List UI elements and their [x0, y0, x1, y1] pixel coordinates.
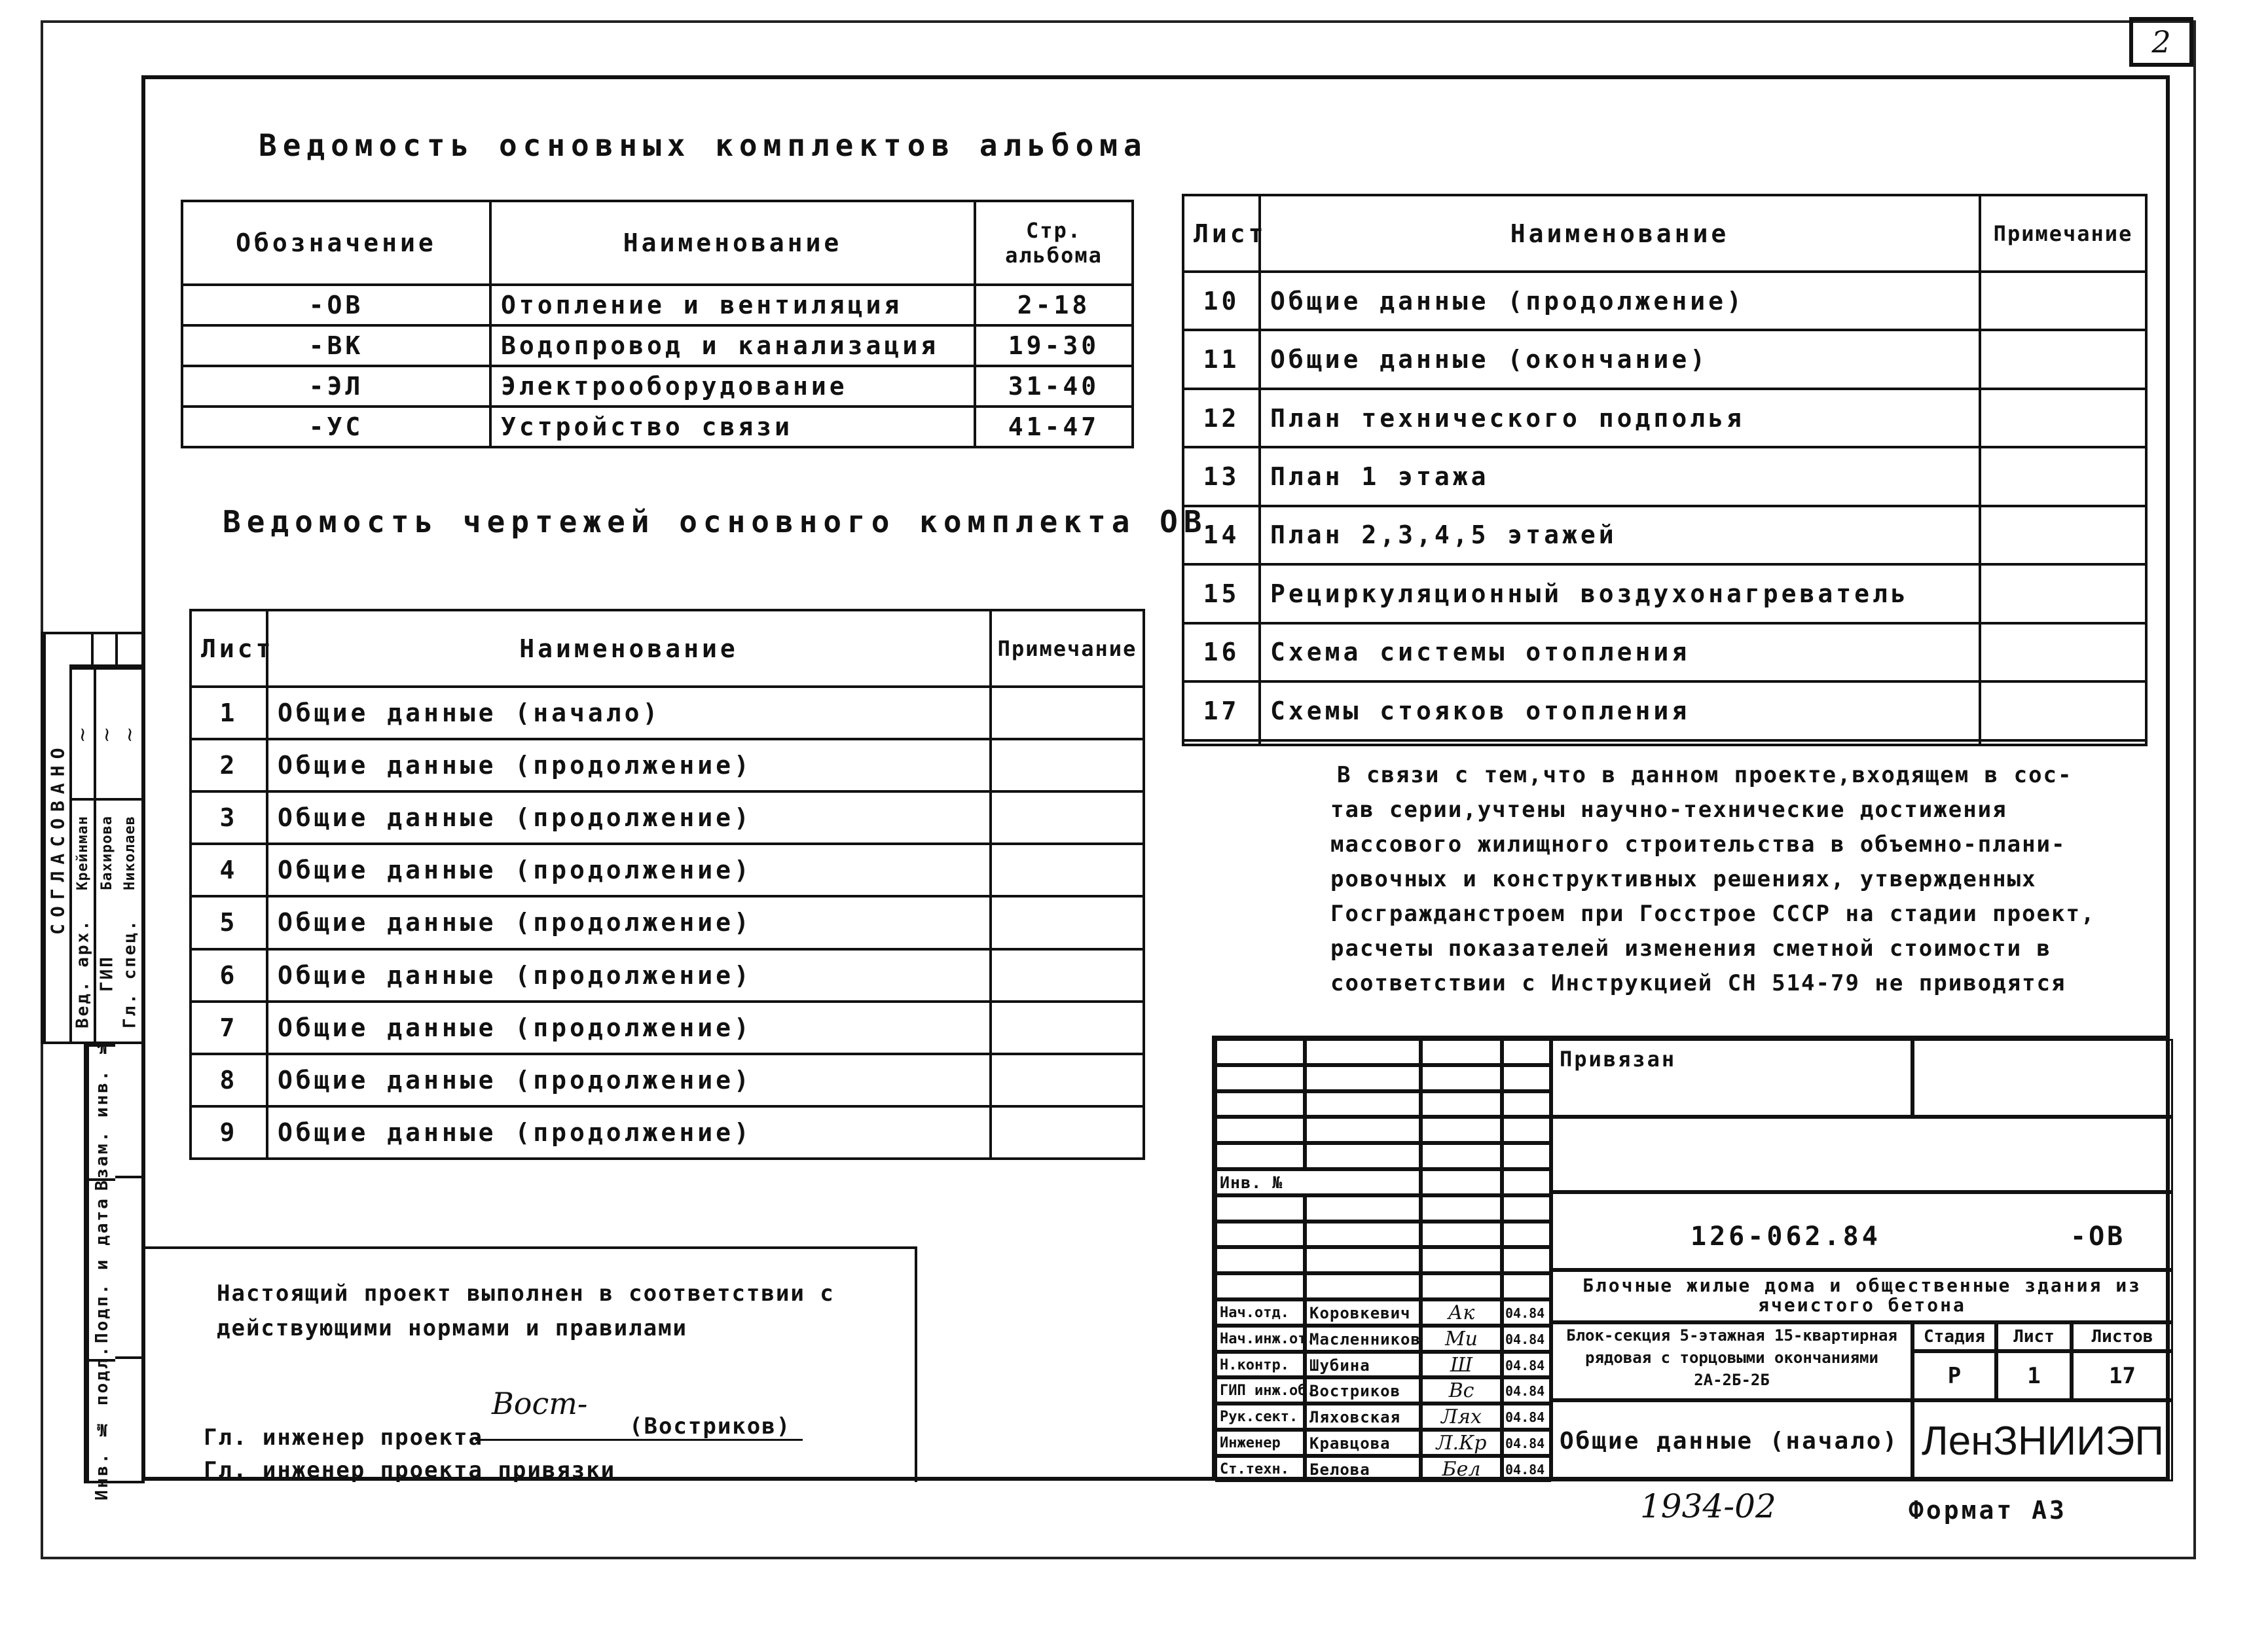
table-cell: -ОВ: [182, 285, 490, 325]
table-cell: [991, 791, 1144, 844]
column-header: Обозначение: [182, 201, 490, 285]
drawings-table-continued: [1182, 194, 2148, 746]
table-cell: Схемы стояков отопления: [1260, 681, 1980, 740]
title-grid-cell: [1215, 1326, 1315, 1352]
table-row: [182, 325, 1133, 366]
title-grid-cell: [1421, 1326, 1502, 1352]
table-cell: План 1 этажа: [1260, 447, 1980, 505]
compliance-box: [145, 1246, 917, 1482]
title-grid-cell: [1421, 1117, 1502, 1143]
signature: ~: [94, 667, 118, 798]
table-cell: 4: [191, 844, 267, 896]
table-row: [191, 739, 1144, 791]
table-cell: [991, 1106, 1144, 1159]
blank-cell: [1551, 1117, 2173, 1192]
approver-name: Крейнман: [69, 798, 94, 906]
stage-value-cell: [1996, 1351, 2072, 1400]
title-grid-cell: [1421, 1404, 1502, 1430]
staff-signature: Бел: [1442, 1457, 1481, 1481]
drawing-name: Общие данные (начало): [1560, 1427, 1899, 1455]
table-cell: -УС: [182, 407, 490, 447]
sheet-number-box: 2: [2129, 17, 2193, 67]
table-cell: [1980, 740, 2146, 746]
title-grid-cell: [1215, 1143, 1305, 1169]
drawings-table: [189, 609, 1145, 1160]
table-cell: [991, 1054, 1144, 1106]
table-row: [182, 285, 1133, 325]
sheet-header: Лист: [2013, 1327, 2055, 1347]
title-grid-cell: [1421, 1247, 1502, 1273]
table-cell: [1980, 681, 2146, 740]
note-line: тав серии,учтены научно-технические достижения: [1330, 797, 2007, 823]
sheets-header: Листов: [2091, 1327, 2153, 1347]
column-header: Лист: [191, 610, 267, 687]
table-cell: Схема системы отопления: [1260, 623, 1980, 681]
table-cell: 2-18: [975, 285, 1133, 325]
title-grid-cell: [1215, 1299, 1305, 1326]
staff-signature: Ми: [1444, 1327, 1478, 1350]
title-grid-cell: [1215, 1456, 1305, 1482]
stage-header-cell: [1912, 1322, 1996, 1351]
title-grid-cell: [1502, 1456, 1551, 1482]
binding-engineer-label: Гл. инженер проекта привязки: [204, 1457, 616, 1483]
title-grid-cell: [1305, 1273, 1421, 1299]
title-grid-cell: [1421, 1456, 1502, 1482]
title-grid-cell: [1502, 1273, 1551, 1299]
organization-logo: ЛенЗНИИЭП: [1922, 1418, 2164, 1464]
title-grid-cell: [1421, 1352, 1502, 1378]
strip-blank-cell: [94, 634, 118, 667]
title-grid-cell: [1215, 1377, 1315, 1404]
staff-signature: Вс: [1448, 1379, 1474, 1403]
table-cell: [991, 844, 1144, 896]
title-grid-cell: [1305, 1247, 1421, 1273]
title-grid-cell: [1502, 1352, 1551, 1378]
table-row: [1183, 623, 2146, 681]
staff-date: 04.84: [1505, 1305, 1545, 1321]
chief-engineer-label: Гл. инженер проекта: [204, 1424, 483, 1451]
table-row: [1183, 272, 2146, 330]
title-grid-cell: [1305, 1404, 1421, 1430]
table-cell: [991, 896, 1144, 949]
table-row: [191, 1002, 1144, 1054]
table-cell: 1: [191, 687, 267, 739]
staff-role: Ст.техн.: [1220, 1460, 1289, 1477]
title-grid-cell: [1502, 1143, 1551, 1169]
title-grid-cell: [1305, 1430, 1421, 1456]
note-line: ровочных и конструктивных решениях, утвержденных: [1330, 866, 2037, 892]
table-row: [182, 366, 1133, 407]
organization-cell: [1912, 1400, 2173, 1481]
title-grid-cell: [1305, 1299, 1421, 1326]
staff-role: Нач.отд.: [1220, 1305, 1289, 1321]
table-header-row: [191, 610, 1144, 687]
table-cell: Общие данные (окончание): [1260, 330, 1980, 388]
drawing-code: 126-062.84: [1691, 1222, 1881, 1252]
title-grid-cell: [1502, 1091, 1551, 1117]
albums-title: Ведомость основных комплектов альбома: [259, 128, 1148, 163]
note-line: расчеты показателей изменения сметной стоимости в: [1330, 935, 2052, 962]
table-row: [191, 949, 1144, 1002]
title-grid-cell: [1305, 1065, 1421, 1091]
title-grid-cell: [1215, 1404, 1305, 1430]
table-cell: 12: [1183, 389, 1260, 447]
inv-label: Инв. №: [1220, 1173, 1283, 1192]
title-grid-cell: [1502, 1195, 1551, 1222]
albums-table: [181, 200, 1134, 448]
title-grid-cell: [1215, 1117, 1305, 1143]
table-header-row: [1183, 195, 2146, 272]
table-cell: 31-40: [975, 366, 1133, 407]
table-cell: [1980, 623, 2146, 681]
staff-name: Шубина: [1309, 1356, 1370, 1375]
bound-label: Привязан: [1560, 1047, 1677, 1072]
title-grid-cell: [1215, 1352, 1305, 1378]
column-header: Примечание: [991, 610, 1144, 687]
table-row: [1183, 506, 2146, 564]
title-grid-cell: [1502, 1222, 1551, 1248]
table-cell: Электрооборудование: [490, 366, 975, 407]
field-label-0: Взам. инв. №: [86, 1044, 115, 1178]
table-cell: 6: [191, 949, 267, 1002]
title-grid-cell: [1305, 1326, 1421, 1352]
chief-engineer-name: (Востриков): [629, 1413, 792, 1440]
note-line: соответствии с Инструкцией СН 514-79 не приводятся: [1330, 970, 2066, 996]
table-cell: Водопровод и канализация: [490, 325, 975, 366]
table-cell: 14: [1183, 506, 1260, 564]
sheet-value: 1: [2027, 1363, 2041, 1389]
column-header: Стр. альбома: [975, 201, 1133, 285]
table-header-row: [182, 201, 1133, 285]
title-grid-cell: [1502, 1299, 1551, 1326]
staff-date: 04.84: [1505, 1409, 1545, 1426]
stage-header-cell: [1996, 1322, 2072, 1351]
table-cell: Устройство связи: [490, 407, 975, 447]
staff-name: Коровкевич: [1309, 1304, 1411, 1322]
table-cell: [991, 687, 1144, 739]
format-label: Формат А3: [1909, 1496, 2067, 1525]
table-row: [191, 1106, 1144, 1159]
table-cell: 19-30: [975, 325, 1133, 366]
bound-value-cell: [1912, 1039, 2173, 1117]
title-grid-cell: [1305, 1456, 1421, 1482]
staff-signature: Л.Кр: [1436, 1432, 1487, 1455]
table-cell: [991, 739, 1144, 791]
title-grid-cell: [1305, 1352, 1421, 1378]
approver-role: Вед. арх.: [69, 906, 94, 1042]
table-cell: 11: [1183, 330, 1260, 388]
title-grid-cell: [1305, 1091, 1421, 1117]
table-row: [1183, 330, 2146, 388]
drawing-code-suffix: -ОВ: [2070, 1222, 2126, 1252]
title-grid-cell: [1305, 1143, 1421, 1169]
title-grid-cell: [1421, 1222, 1502, 1248]
title-grid-cell: [1421, 1143, 1502, 1169]
table-cell: [1980, 447, 2146, 505]
field-value-0: [115, 1044, 145, 1178]
title-grid-cell: [1215, 1273, 1305, 1299]
stage-header: Стадия: [1924, 1327, 1985, 1347]
staff-signature: Ак: [1448, 1301, 1475, 1324]
table-cell: [1980, 564, 2146, 623]
table-row: [191, 844, 1144, 896]
staff-date: 04.84: [1505, 1461, 1545, 1477]
approver-role: Гл. спец.: [120, 918, 140, 1029]
sheets-value: 17: [2109, 1363, 2136, 1389]
title-grid-cell: [1502, 1169, 1551, 1195]
section-title-line: Блок-секция 5-этажная 15-квартирная: [1566, 1326, 1897, 1345]
table-row: [1183, 681, 2146, 740]
title-grid-cell: [1421, 1039, 1502, 1065]
section-title-line: рядовая с торцовыми окончаниями: [1585, 1349, 1878, 1367]
title-grid-cell: [1421, 1091, 1502, 1117]
table-row: [1183, 389, 2146, 447]
left-approval-strip: [41, 632, 145, 1044]
strip-blank-cell: [118, 634, 142, 667]
staff-date: 04.84: [1505, 1357, 1545, 1373]
table-cell: Общие данные (продолжение): [267, 844, 991, 896]
table-cell: Общие данные (продолжение): [267, 1106, 991, 1159]
field-value-2: [115, 1359, 145, 1483]
stage-header-cell: [2072, 1322, 2173, 1351]
table-cell: Общие данные (продолжение): [267, 949, 991, 1002]
title-grid-cell: [1421, 1169, 1502, 1195]
field-value-1: [115, 1178, 145, 1359]
table-cell: Общие данные (продолжение): [267, 739, 991, 791]
table-cell: 13: [1183, 447, 1260, 505]
title-grid-cell: [1215, 1169, 1421, 1195]
column-header: Наименование: [490, 201, 975, 285]
staff-role: Н.контр.: [1220, 1356, 1289, 1373]
table-row: [191, 896, 1144, 949]
stage-value-cell: [1912, 1351, 1996, 1400]
title-grid-cell: [1502, 1117, 1551, 1143]
note-line: массового жилищного строительства в объемно-плани-: [1330, 831, 2066, 858]
chief-engineer-signature: Вост-: [492, 1386, 588, 1421]
table-cell: 41-47: [975, 407, 1133, 447]
title-grid-cell: [1502, 1065, 1551, 1091]
table-cell: 10: [1183, 272, 1260, 330]
title-grid-cell: [1305, 1195, 1421, 1222]
staff-name: Ляховская: [1309, 1408, 1401, 1427]
stage-value-cell: [2072, 1351, 2173, 1400]
staff-role: ГИП инж.об.: [1220, 1383, 1315, 1400]
table-cell: Отопление и вентиляция: [490, 285, 975, 325]
table-cell: [991, 949, 1144, 1002]
table-row: [1183, 740, 2146, 746]
note-line: В связи с тем,что в данном проекте,входящем в сос-: [1337, 762, 2073, 788]
table-cell: 8: [191, 1054, 267, 1106]
table-cell: 3: [191, 791, 267, 844]
staff-date: 04.84: [1505, 1383, 1545, 1400]
table-cell: Общие данные (продолжение): [267, 791, 991, 844]
staff-date: 04.84: [1505, 1436, 1545, 1451]
title-grid-cell: [1305, 1117, 1421, 1143]
table-cell: [1980, 389, 2146, 447]
approver-name: Николаев: [118, 798, 142, 906]
title-grid-cell: [1215, 1195, 1305, 1222]
title-grid-cell: [1502, 1430, 1551, 1456]
table-row: [1183, 564, 2146, 623]
title-grid-cell: [1215, 1091, 1305, 1117]
staff-signature: Ш: [1450, 1353, 1473, 1377]
staff-name: Масленников: [1309, 1330, 1421, 1349]
note-paragraph: [1330, 758, 2095, 1001]
title-grid-cell: [1502, 1247, 1551, 1273]
staff-name: Белова: [1309, 1460, 1370, 1479]
table-cell: 9: [191, 1106, 267, 1159]
field-label-1: Подп. и дата: [86, 1178, 115, 1359]
title-grid-cell: [1421, 1377, 1502, 1404]
staff-date: 04.84: [1505, 1331, 1545, 1347]
table-cell: -ЭЛ: [182, 366, 490, 407]
table-cell: 16: [1183, 623, 1260, 681]
bound-cell: [1551, 1039, 1912, 1117]
table-cell: 5: [191, 896, 267, 949]
column-header: Наименование: [1260, 195, 1980, 272]
agreed-label: СОГЛАСОВАНО: [43, 634, 69, 1042]
signature: ~: [118, 667, 142, 798]
title-grid-cell: [1502, 1039, 1551, 1065]
project-title: Блочные жилые дома и общественные здания из ячеистого бетона: [1582, 1275, 2142, 1316]
signature: ~: [69, 667, 94, 798]
compliance-text-2: действующими нормами и правилами: [217, 1315, 688, 1341]
staff-role: Рук.сект.: [1220, 1409, 1298, 1426]
title-grid-cell: [1215, 1222, 1305, 1248]
strip-blank-cell: [69, 634, 94, 667]
table-cell: [1980, 272, 2146, 330]
title-grid-cell: [1215, 1039, 1305, 1065]
note-line: Госгражданстроем при Госстрое СССР на стадии проект,: [1330, 901, 2096, 927]
field-label-2: Инв. № подл.: [86, 1359, 115, 1483]
table-cell: [1980, 330, 2146, 388]
column-header: Наименование: [267, 610, 991, 687]
table-row: [191, 687, 1144, 739]
code-cell: [1551, 1192, 2173, 1270]
table-cell: 2: [191, 739, 267, 791]
column-header: Примечание: [1980, 195, 2146, 272]
section-title-line: 2А-2Б-2Б: [1694, 1371, 1770, 1389]
table-row: [1183, 447, 2146, 505]
staff-role: Нач.инж.от.: [1220, 1330, 1315, 1347]
table-cell: 17: [1183, 681, 1260, 740]
title-block: [1212, 1036, 2170, 1481]
title-grid-cell: [1305, 1377, 1421, 1404]
section-title-cell: [1551, 1322, 1912, 1400]
table-cell: -ВК: [182, 325, 490, 366]
table-row: [191, 791, 1144, 844]
drawings-title: Ведомость чертежей основного комплекта ОВ: [223, 504, 1208, 539]
title-grid-cell: [1421, 1195, 1502, 1222]
table-cell: Общие данные (продолжение): [267, 1002, 991, 1054]
table-cell: [991, 1002, 1144, 1054]
table-cell: [1183, 740, 1260, 746]
left-fields-strip: [84, 1034, 145, 1501]
title-grid-cell: [1421, 1430, 1502, 1456]
drawing-name-cell: [1551, 1400, 1912, 1481]
title-grid-cell: [1421, 1273, 1502, 1299]
table-cell: Общие данные (начало): [267, 687, 991, 739]
table-cell: 15: [1183, 564, 1260, 623]
project-title-cell: [1551, 1270, 2173, 1322]
table-cell: План технического подполья: [1260, 389, 1980, 447]
compliance-text-1: Настоящий проект выполнен в соответствии с: [217, 1280, 835, 1307]
staff-name: Кравцова: [1309, 1434, 1391, 1453]
table-row: [191, 1054, 1144, 1106]
archive-number: 1934-02: [1640, 1487, 1776, 1525]
table-cell: 7: [191, 1002, 267, 1054]
table-cell: Общие данные (продолжение): [267, 896, 991, 949]
stage-value: Р: [1947, 1363, 1962, 1389]
staff-name: Востриков: [1309, 1382, 1401, 1401]
column-header: Лист: [1183, 195, 1260, 272]
title-grid-cell: [1421, 1065, 1502, 1091]
title-grid-cell: [1215, 1247, 1305, 1273]
title-grid-cell: [1305, 1039, 1421, 1065]
table-row: [182, 407, 1133, 447]
approver-role: ГИП: [94, 906, 118, 1042]
table-cell: [1980, 506, 2146, 564]
table-cell: Рециркуляционный воздухонагреватель: [1260, 564, 1980, 623]
title-grid-cell: [1215, 1430, 1305, 1456]
title-grid-cell: [1421, 1299, 1502, 1326]
approver-name: Бахирова: [94, 798, 118, 906]
title-grid-cell: [1502, 1326, 1551, 1352]
table-cell: План 2,3,4,5 этажей: [1260, 506, 1980, 564]
title-grid-cell: [1502, 1377, 1551, 1404]
table-cell: Общие данные (продолжение): [267, 1054, 991, 1106]
table-cell: Общие данные (продолжение): [1260, 272, 1980, 330]
title-grid-cell: [1502, 1404, 1551, 1430]
staff-role: Инженер: [1220, 1435, 1281, 1451]
title-grid-cell: [1215, 1065, 1305, 1091]
table-cell: [1260, 740, 1980, 746]
staff-signature: Лях: [1441, 1405, 1482, 1429]
title-grid-cell: [1305, 1222, 1421, 1248]
